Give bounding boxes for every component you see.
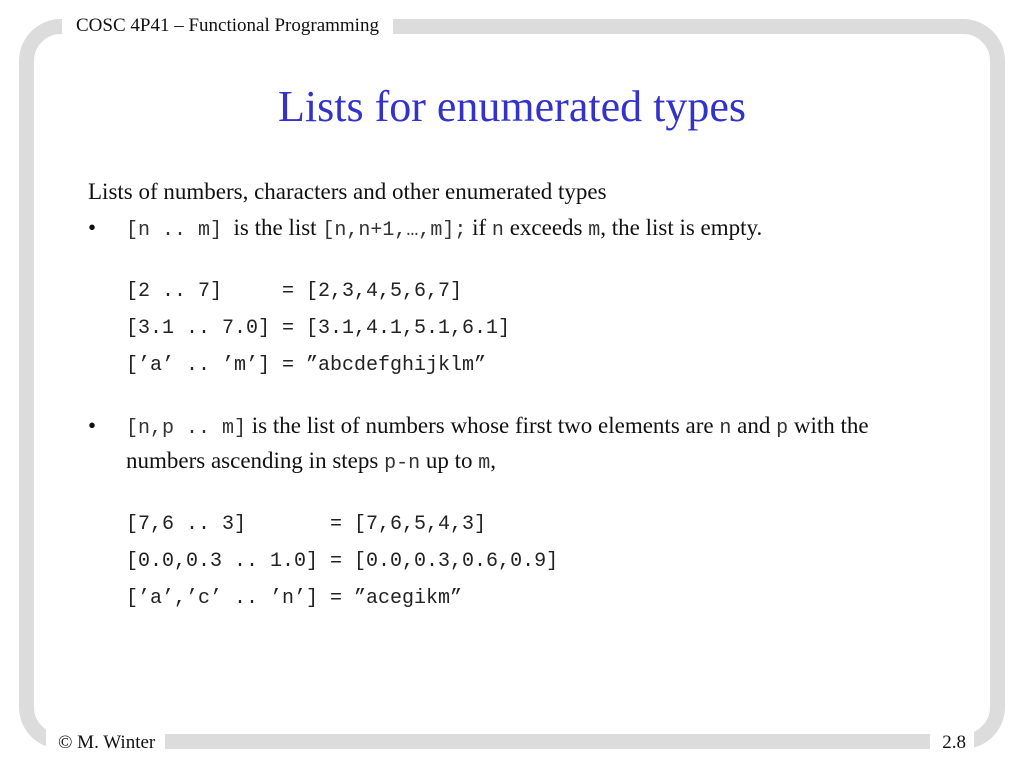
bullet-text: if bbox=[466, 215, 492, 240]
example-block-1 bbox=[126, 273, 948, 384]
bullet-text: and bbox=[731, 413, 777, 438]
code-example-line: [2 .. 7] = [2,3,4,5,6,7] bbox=[126, 280, 463, 303]
code-span: m bbox=[588, 219, 601, 242]
bullet-text: up to bbox=[420, 448, 479, 473]
code-span: [n .. m] bbox=[126, 219, 223, 242]
code-example-line: [0.0,0.3 .. 1.0] = [0.0,0.3,0.6,0.9] bbox=[126, 550, 559, 573]
slide-title: Lists for enumerated types bbox=[278, 82, 746, 131]
code-example-line: [’a’ .. ’m’] = ”abcdefghijklm” bbox=[126, 354, 487, 377]
code-example-line: [7,6 .. 3] = [7,6,5,4,3] bbox=[126, 513, 487, 536]
intro-text: Lists of numbers, characters and other enumerated types bbox=[88, 179, 607, 204]
code-span: m bbox=[478, 452, 491, 475]
bullet-text: is the list bbox=[222, 215, 323, 240]
code-example-line: [’a’,’c’ .. ’n’] = ”acegikm” bbox=[126, 587, 463, 610]
bullet-marker: • bbox=[88, 215, 97, 240]
bullet-text: exceeds bbox=[503, 215, 589, 240]
code-example-line: [3.1 .. 7.0] = [3.1,4.1,5.1,6.1] bbox=[126, 317, 511, 340]
code-span: p bbox=[776, 417, 789, 440]
course-header: COSC 4P41 – Functional Programming bbox=[62, 12, 393, 40]
bullet-marker: • bbox=[88, 413, 97, 438]
bullet-item-1 bbox=[88, 212, 948, 247]
bullet-item-2 bbox=[88, 410, 948, 480]
page-number: 2.8 bbox=[930, 729, 974, 757]
code-span: n bbox=[491, 219, 504, 242]
example-block-2 bbox=[126, 506, 948, 617]
code-span: [n,n+1,…,m]; bbox=[322, 219, 467, 242]
slide-content bbox=[88, 176, 948, 617]
bullet-text: , bbox=[490, 448, 496, 473]
code-span: p-n bbox=[384, 452, 421, 475]
bullet-text: with the numbers ascending in steps bbox=[126, 413, 869, 473]
code-span: n bbox=[719, 417, 732, 440]
footer-author: © M. Winter bbox=[46, 729, 165, 757]
code-span: [n,p .. m] bbox=[126, 417, 247, 440]
bullet-text: , the list is empty. bbox=[600, 215, 763, 240]
bullet-text: is the list of numbers whose first two elements are bbox=[246, 413, 720, 438]
